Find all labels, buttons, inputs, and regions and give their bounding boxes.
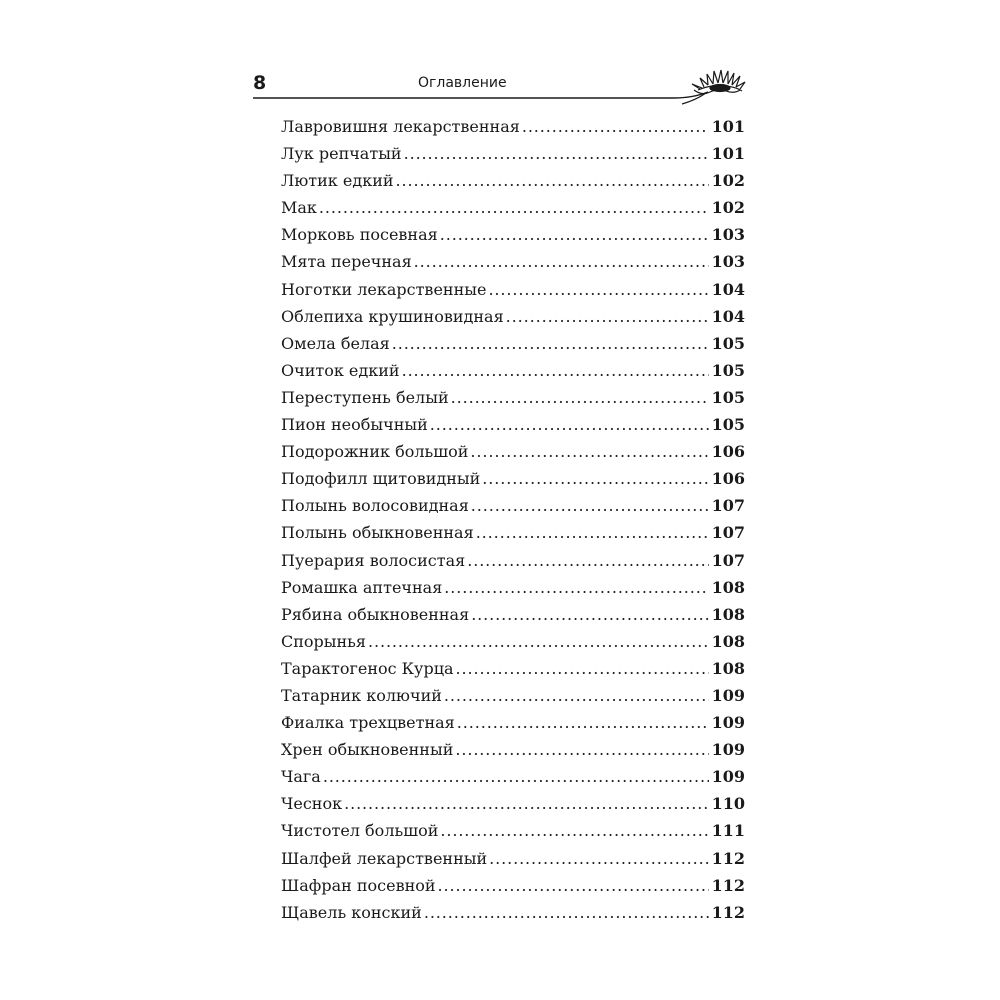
toc-entry-page: 103: [711, 225, 745, 245]
dot-leader: [457, 709, 709, 736]
dot-leader: [451, 384, 709, 411]
toc-entry: [281, 167, 745, 194]
dot-leader: [319, 194, 709, 221]
dot-leader: [344, 790, 709, 817]
toc-entry-page: 104: [711, 306, 745, 326]
toc-entry: [281, 574, 745, 601]
toc-entry-page: 105: [711, 360, 745, 380]
toc-entry-page: 110: [711, 794, 745, 814]
toc-entry: [281, 248, 745, 275]
dot-leader: [471, 492, 709, 519]
dot-leader: [424, 899, 709, 926]
toc-entry-page: 108: [711, 658, 745, 678]
toc-entry: [281, 276, 745, 303]
toc-entry-title: Очиток едкий: [281, 360, 400, 380]
toc-entry: [281, 655, 745, 682]
toc-entry-title: Чеснок: [281, 794, 343, 814]
toc-entry-page: 108: [711, 604, 745, 624]
dot-leader: [440, 221, 709, 248]
toc-entry: [281, 411, 745, 438]
toc-entry-page: 105: [711, 415, 745, 435]
dot-leader: [488, 276, 708, 303]
toc-entry-page: 109: [711, 685, 745, 705]
dot-leader: [323, 763, 709, 790]
dot-leader: [392, 330, 709, 357]
toc-entry-title: Фиалка трехцветная: [281, 713, 455, 733]
toc-entry-title: Мак: [281, 198, 317, 218]
toc-entry-title: Лук репчатый: [281, 144, 402, 164]
toc-entry-title: Ромашка аптечная: [281, 577, 443, 597]
toc-entry-title: Морковь посевная: [281, 225, 438, 245]
toc-entry-title: Шалфей лекарственный: [281, 848, 488, 868]
sunflower-icon: [676, 60, 748, 106]
toc-entry: [281, 438, 745, 465]
dot-leader: [444, 682, 709, 709]
toc-entry-title: Мята перечная: [281, 252, 412, 272]
toc-entry-title: Подорожник большой: [281, 442, 469, 462]
toc-entry-title: Рябина обыкновенная: [281, 604, 470, 624]
dot-leader: [438, 872, 709, 899]
toc-entry-title: Тарактогенос Курца: [281, 658, 454, 678]
dot-leader: [470, 438, 708, 465]
toc-entry: [281, 736, 745, 763]
toc-entry: [281, 817, 745, 844]
toc-entry: [281, 872, 745, 899]
toc-entry-page: 109: [711, 767, 745, 787]
toc-entry: [281, 519, 745, 546]
page-number: 8: [253, 72, 267, 94]
toc-entry-title: Полынь обыкновенная: [281, 523, 474, 543]
toc-entry-title: Ноготки лекарственные: [281, 279, 487, 299]
toc-entry-page: 102: [711, 171, 745, 191]
dot-leader: [396, 167, 709, 194]
toc-list: [281, 113, 745, 926]
dot-leader: [467, 547, 708, 574]
toc-entry-title: Чага: [281, 767, 321, 787]
dot-leader: [476, 519, 709, 546]
toc-entry: [281, 113, 745, 140]
toc-entry-title: Лютик едкий: [281, 171, 394, 191]
toc-entry: [281, 384, 745, 411]
dot-leader: [471, 601, 708, 628]
toc-entry-title: Щавель конский: [281, 902, 422, 922]
toc-entry-page: 112: [711, 875, 745, 895]
toc-entry-page: 106: [711, 469, 745, 489]
dot-leader: [368, 628, 709, 655]
toc-entry-page: 102: [711, 198, 745, 218]
toc-entry: [281, 221, 745, 248]
toc-entry: [281, 628, 745, 655]
toc-entry-page: 112: [711, 848, 745, 868]
toc-entry-page: 107: [711, 550, 745, 570]
toc-entry: [281, 899, 745, 926]
toc-entry-page: 104: [711, 279, 745, 299]
toc-entry: [281, 547, 745, 574]
toc-entry-page: 105: [711, 333, 745, 353]
toc-entry-page: 111: [711, 821, 745, 841]
dot-leader: [444, 574, 708, 601]
toc-entry-page: 108: [711, 631, 745, 651]
toc-entry: [281, 682, 745, 709]
toc-entry-page: 109: [711, 740, 745, 760]
toc-entry: [281, 357, 745, 384]
toc-entry-title: Татарник колючий: [281, 685, 442, 705]
toc-entry-title: Облепиха крушиновидная: [281, 306, 504, 326]
toc-entry-page: 108: [711, 577, 745, 597]
toc-entry-title: Переступень белый: [281, 387, 449, 407]
toc-entry: [281, 763, 745, 790]
dot-leader: [482, 465, 708, 492]
toc-entry-title: Лавровишня лекарственная: [281, 117, 520, 136]
toc-entry-title: Пуерария волосистая: [281, 550, 466, 570]
toc-entry-page: 107: [711, 496, 745, 516]
dot-leader: [414, 248, 709, 275]
toc-entry: [281, 330, 745, 357]
toc-entry-title: Чистотел большой: [281, 821, 439, 841]
dot-leader: [506, 303, 709, 330]
toc-entry: [281, 492, 745, 519]
dot-leader: [455, 736, 708, 763]
dot-leader: [440, 817, 708, 844]
dot-leader: [522, 113, 709, 140]
toc-entry-title: Пион необычный: [281, 415, 428, 435]
toc-entry-page: 106: [711, 442, 745, 462]
toc-entry: [281, 709, 745, 736]
toc-entry: [281, 465, 745, 492]
toc-entry-title: Хрен обыкновенный: [281, 740, 454, 760]
toc-entry: [281, 194, 745, 221]
toc-entry-page: 112: [711, 902, 745, 922]
dot-leader: [404, 140, 709, 167]
toc-entry-page: 107: [711, 523, 745, 543]
toc-entry-title: Омела белая: [281, 333, 390, 353]
toc-entry: [281, 845, 745, 872]
toc-entry-title: Спорынья: [281, 631, 366, 651]
dot-leader: [402, 357, 709, 384]
toc-entry-page: 109: [711, 713, 745, 733]
running-title: Оглавление: [418, 75, 507, 91]
toc-entry-title: Шафран посевной: [281, 875, 436, 895]
dot-leader: [456, 655, 709, 682]
toc-entry-title: Полынь волосовидная: [281, 496, 469, 516]
toc-entry: [281, 140, 745, 167]
toc-entry-page: 105: [711, 387, 745, 407]
dot-leader: [489, 845, 708, 872]
toc-entry-page: 103: [711, 252, 745, 272]
dot-leader: [430, 411, 709, 438]
toc-entry: [281, 790, 745, 817]
toc-entry: [281, 601, 745, 628]
toc-entry: [281, 303, 745, 330]
toc-entry-page: 101: [711, 117, 745, 136]
toc-entry-page: 101: [711, 144, 745, 164]
toc-entry-title: Подофилл щитовидный: [281, 469, 481, 489]
